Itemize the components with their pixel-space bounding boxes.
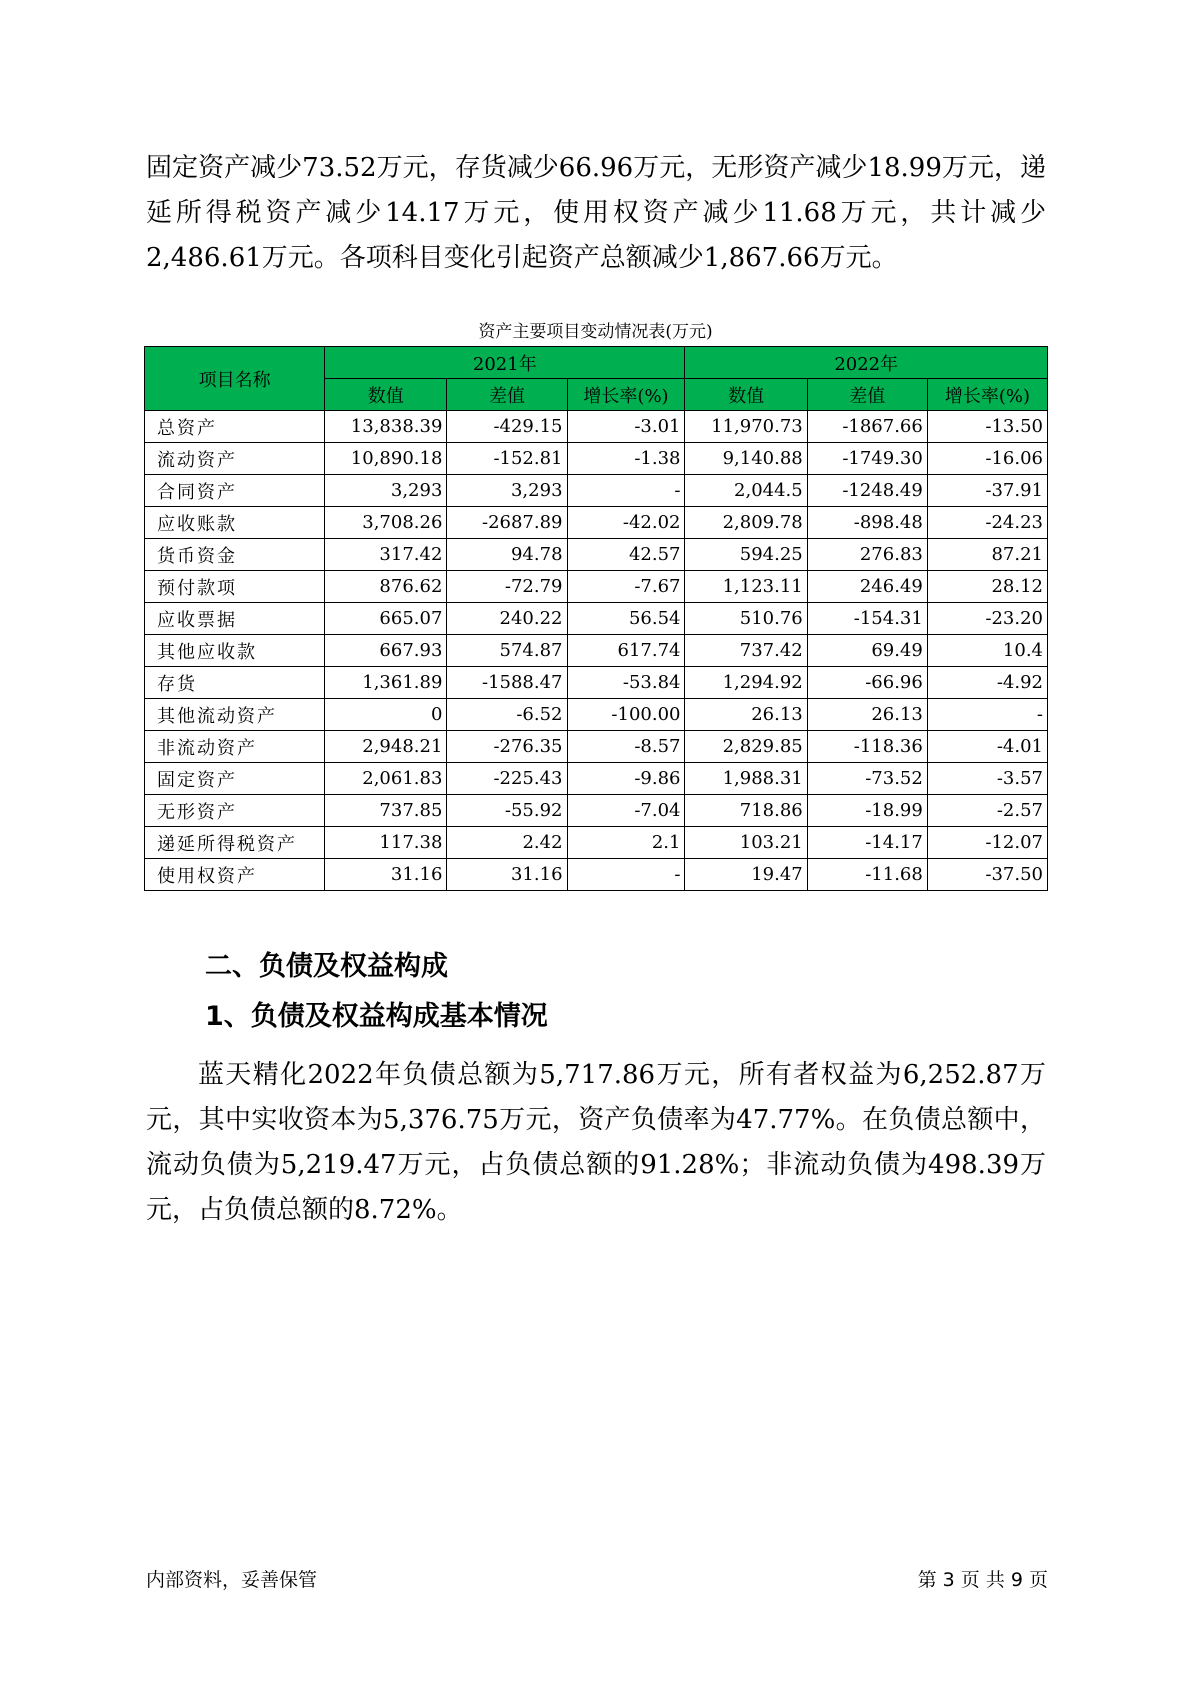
subsection-heading: 1、负债及权益构成基本情况 [205, 1001, 548, 1032]
row-label: 递延所得税资产 [145, 827, 325, 859]
table-cell: -7.04 [567, 795, 685, 827]
table-cell: -37.91 [927, 475, 1047, 507]
table-cell: 737.42 [685, 635, 807, 667]
table-cell: 2,829.85 [685, 731, 807, 763]
table-cell: - [927, 699, 1047, 731]
table-cell: 667.93 [325, 635, 447, 667]
table-cell: -12.07 [927, 827, 1047, 859]
table-cell: -1588.47 [447, 667, 567, 699]
table-cell: 26.13 [685, 699, 807, 731]
asset-changes-table [144, 346, 1048, 891]
table-cell: -225.43 [447, 763, 567, 795]
table-cell: -8.57 [567, 731, 685, 763]
row-label: 使用权资产 [145, 859, 325, 891]
table-cell: 594.25 [685, 539, 807, 571]
table-cell: 3,293 [325, 475, 447, 507]
table-cell: -118.36 [807, 731, 927, 763]
table-cell: -2687.89 [447, 507, 567, 539]
table-cell: 737.85 [325, 795, 447, 827]
table-cell: 31.16 [325, 859, 447, 891]
table-cell: 10,890.18 [325, 443, 447, 475]
table-cell: -24.23 [927, 507, 1047, 539]
table-cell: -3.57 [927, 763, 1047, 795]
row-label: 无形资产 [145, 795, 325, 827]
table-cell: -53.84 [567, 667, 685, 699]
subheader-growth: 增长率(%) [567, 379, 685, 411]
table-cell: -66.96 [807, 667, 927, 699]
table-cell: -3.01 [567, 411, 685, 443]
table-row [145, 411, 1048, 443]
table-cell: 2,809.78 [685, 507, 807, 539]
table-cell: 1,123.11 [685, 571, 807, 603]
table-cell: -11.68 [807, 859, 927, 891]
table-cell: 718.86 [685, 795, 807, 827]
table-cell: 10.4 [927, 635, 1047, 667]
table-cell: 1,361.89 [325, 667, 447, 699]
header-year-2022: 2022年 [685, 347, 1048, 379]
row-label: 总资产 [145, 411, 325, 443]
table-cell: 0 [325, 699, 447, 731]
table-cell: 69.49 [807, 635, 927, 667]
table-cell: -23.20 [927, 603, 1047, 635]
row-label: 其他流动资产 [145, 699, 325, 731]
table-cell: -72.79 [447, 571, 567, 603]
table-cell: -16.06 [927, 443, 1047, 475]
table-cell: - [567, 859, 685, 891]
row-label: 应收账款 [145, 507, 325, 539]
subheader-value: 数值 [685, 379, 807, 411]
table-cell: -154.31 [807, 603, 927, 635]
section-heading: 二、负债及权益构成 [205, 951, 448, 982]
table-cell: 117.38 [325, 827, 447, 859]
table-cell: 317.42 [325, 539, 447, 571]
table-cell: 2,044.5 [685, 475, 807, 507]
table-cell: 28.12 [927, 571, 1047, 603]
table-cell: -13.50 [927, 411, 1047, 443]
table-cell: 42.57 [567, 539, 685, 571]
table-cell: -55.92 [447, 795, 567, 827]
table-cell: -18.99 [807, 795, 927, 827]
table-row [145, 443, 1048, 475]
table-cell: 876.62 [325, 571, 447, 603]
table-row [145, 635, 1048, 667]
table-cell: -7.67 [567, 571, 685, 603]
table-row [145, 699, 1048, 731]
table-cell: 3,708.26 [325, 507, 447, 539]
table-cell: -1.38 [567, 443, 685, 475]
table-cell: 574.87 [447, 635, 567, 667]
row-label: 固定资产 [145, 763, 325, 795]
table-cell: -429.15 [447, 411, 567, 443]
table-row [145, 539, 1048, 571]
subheader-diff: 差值 [807, 379, 927, 411]
table-row [145, 731, 1048, 763]
header-year-2021: 2021年 [325, 347, 685, 379]
table-cell: 87.21 [927, 539, 1047, 571]
table-cell: -100.00 [567, 699, 685, 731]
table-cell: 2,061.83 [325, 763, 447, 795]
table-cell: 11,970.73 [685, 411, 807, 443]
row-label: 其他应收款 [145, 635, 325, 667]
row-label: 流动资产 [145, 443, 325, 475]
header-item-name: 项目名称 [145, 347, 325, 411]
table-cell: 9,140.88 [685, 443, 807, 475]
table-cell: 1,988.31 [685, 763, 807, 795]
subheader-diff: 差值 [447, 379, 567, 411]
table-cell: -6.52 [447, 699, 567, 731]
table-cell: -42.02 [567, 507, 685, 539]
row-label: 应收票据 [145, 603, 325, 635]
table-cell: -73.52 [807, 763, 927, 795]
table-cell: 617.74 [567, 635, 685, 667]
table-body [145, 411, 1048, 891]
table-cell: 665.07 [325, 603, 447, 635]
liability-paragraph: 蓝天精化2022年负债总额为5,717.86万元，所有者权益为6,252.87万元，其中实收资本为5,376.75万元，资产负债率为47.77%。在负债总额中，流动负债为5,219.47万元，占负债总额的91.28%；非流动负债为498.39万元，占负债总额的8.72%。 [146, 1060, 1046, 1225]
table-cell: -4.01 [927, 731, 1047, 763]
table-cell: -276.35 [447, 731, 567, 763]
table-cell: -37.50 [927, 859, 1047, 891]
table-cell: -898.48 [807, 507, 927, 539]
table-cell: 13,838.39 [325, 411, 447, 443]
footer-confidential-note: 内部资料，妥善保管 [146, 1569, 318, 1591]
footer-page-number: 第 3 页 共 9 页 [917, 1569, 1048, 1591]
row-label: 货币资金 [145, 539, 325, 571]
table-cell: 246.49 [807, 571, 927, 603]
table-cell: 2.1 [567, 827, 685, 859]
table-row [145, 507, 1048, 539]
table-cell: -14.17 [807, 827, 927, 859]
row-label: 非流动资产 [145, 731, 325, 763]
table-cell: -2.57 [927, 795, 1047, 827]
table-cell: -9.86 [567, 763, 685, 795]
table-row [145, 603, 1048, 635]
row-label: 预付款项 [145, 571, 325, 603]
intro-paragraph: 固定资产减少73.52万元，存货减少66.96万元，无形资产减少18.99万元，递延所得税资产减少14.17万元，使用权资产减少11.68万元，共计减少2,486.61万元。各项科目变化引起资产总额减少1,867.66万元。 [146, 153, 1046, 273]
table-cell: -1867.66 [807, 411, 927, 443]
table-cell: -1248.49 [807, 475, 927, 507]
table-cell: - [567, 475, 685, 507]
table-cell: 510.76 [685, 603, 807, 635]
table-caption: 资产主要项目变动情况表(万元) [478, 322, 713, 342]
table-cell: 26.13 [807, 699, 927, 731]
table-row [145, 475, 1048, 507]
table-row [145, 859, 1048, 891]
table-row [145, 763, 1048, 795]
table-cell: 19.47 [685, 859, 807, 891]
table-cell: 31.16 [447, 859, 567, 891]
row-label: 合同资产 [145, 475, 325, 507]
subheader-value: 数值 [325, 379, 447, 411]
table-row [145, 667, 1048, 699]
row-label: 存货 [145, 667, 325, 699]
table-cell: 240.22 [447, 603, 567, 635]
table-cell: -4.92 [927, 667, 1047, 699]
subheader-growth: 增长率(%) [927, 379, 1047, 411]
table-cell: 1,294.92 [685, 667, 807, 699]
table-cell: 2,948.21 [325, 731, 447, 763]
table-cell: -1749.30 [807, 443, 927, 475]
table-row [145, 795, 1048, 827]
table-cell: 56.54 [567, 603, 685, 635]
table-row [145, 827, 1048, 859]
table-row [145, 571, 1048, 603]
table-cell: 94.78 [447, 539, 567, 571]
table-cell: 103.21 [685, 827, 807, 859]
table-cell: -152.81 [447, 443, 567, 475]
table-cell: 276.83 [807, 539, 927, 571]
table-cell: 3,293 [447, 475, 567, 507]
table-cell: 2.42 [447, 827, 567, 859]
